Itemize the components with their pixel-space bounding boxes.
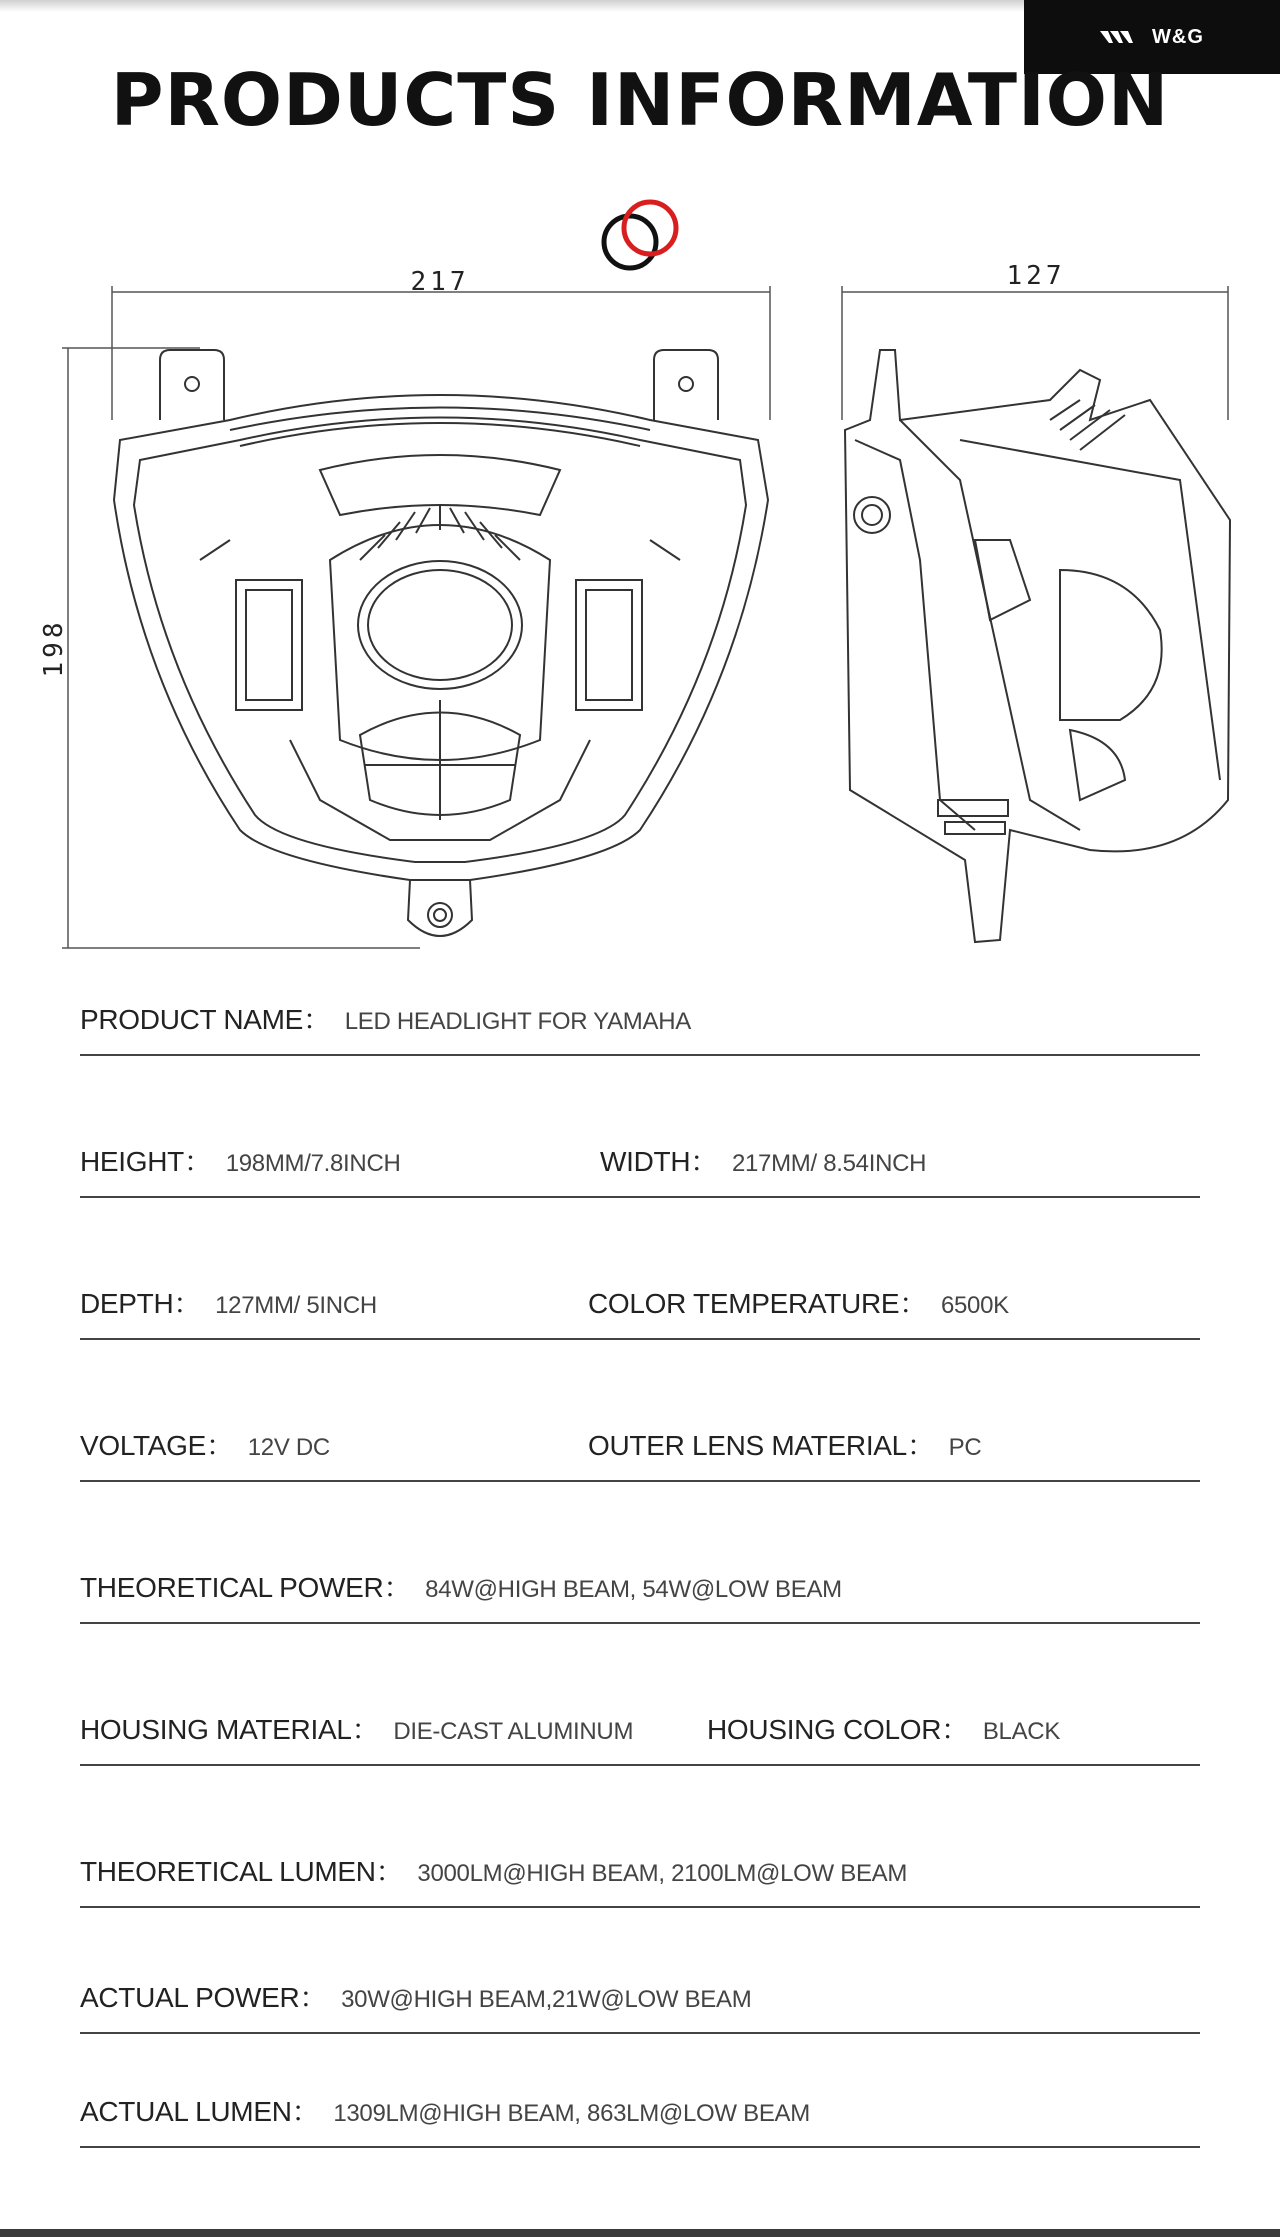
spec-label: COLOR TEMPERATURE： <box>588 1288 927 1319</box>
spec-value: 1309LM@HIGH BEAM, 863LM@LOW BEAM <box>333 2100 810 2127</box>
spec-row <box>80 2090 1200 2130</box>
row-divider <box>80 2146 1200 2148</box>
spec-value: 198MM/7.8INCH <box>225 1150 401 1177</box>
spec-theoretical-lumen <box>80 1850 907 1890</box>
spec-value: PC <box>948 1434 982 1461</box>
spec-label: DEPTH： <box>80 1288 202 1319</box>
spec-value: 3000LM@HIGH BEAM, 2100LM@LOW BEAM <box>417 1860 908 1887</box>
spec-width <box>600 1140 926 1180</box>
spec-theoretical-power <box>80 1566 842 1606</box>
row-divider <box>80 1622 1200 1624</box>
spec-label: HOUSING COLOR： <box>707 1714 969 1745</box>
spec-depth <box>80 1282 377 1322</box>
spec-label: THEORETICAL LUMEN： <box>80 1856 404 1887</box>
row-divider <box>80 1054 1200 1056</box>
spec-value: 127MM/ 5INCH <box>215 1292 377 1319</box>
headlight-technical-drawing <box>0 0 1280 980</box>
spec-label: WIDTH： <box>600 1146 718 1177</box>
rings-icon <box>604 202 676 268</box>
spec-row <box>80 998 1200 1038</box>
spec-housing-color <box>707 1708 1060 1748</box>
spec-product-name <box>80 998 691 1038</box>
spec-label: THEORETICAL POWER： <box>80 1572 412 1603</box>
height-dimension <box>62 348 420 948</box>
spec-value: BLACK <box>982 1718 1061 1745</box>
spec-value: DIE-CAST ALUMINUM <box>393 1718 634 1745</box>
width-dimension <box>112 286 770 420</box>
spec-row <box>80 1140 1200 1180</box>
bottom-bar <box>0 2229 1280 2237</box>
spec-label: ACTUAL POWER： <box>80 1982 328 2013</box>
headlight-side-view <box>845 350 1230 942</box>
width-dimension-label: 217 <box>410 267 470 297</box>
page-title: PRODUCTS INFORMATION <box>110 58 1170 142</box>
spec-actual-power <box>80 1976 751 2016</box>
spec-row <box>80 1424 1200 1464</box>
spec-row <box>80 1282 1200 1322</box>
spec-label: PRODUCT NAME： <box>80 1004 331 1035</box>
height-dimension-label: 198 <box>39 618 69 678</box>
row-divider <box>80 1480 1200 1482</box>
spec-value: 12V DC <box>247 1434 330 1461</box>
row-divider <box>80 2032 1200 2034</box>
spec-value: LED HEADLIGHT FOR YAMAHA <box>344 1008 691 1035</box>
spec-actual-lumen <box>80 2090 810 2130</box>
spec-label: OUTER LENS MATERIAL： <box>588 1430 935 1461</box>
spec-value: 30W@HIGH BEAM,21W@LOW BEAM <box>341 1986 752 2013</box>
spec-label: VOLTAGE： <box>80 1430 234 1461</box>
row-divider <box>80 1906 1200 1908</box>
depth-dimension <box>842 286 1228 420</box>
spec-row <box>80 1850 1200 1890</box>
spec-label: ACTUAL LUMEN： <box>80 2096 320 2127</box>
spec-value: 6500K <box>940 1292 1009 1319</box>
spec-row <box>80 1708 1200 1748</box>
headlight-front-view <box>114 350 768 936</box>
spec-height <box>80 1140 401 1180</box>
row-divider <box>80 1764 1200 1766</box>
spec-label: HOUSING MATERIAL： <box>80 1714 380 1745</box>
spec-voltage <box>80 1424 330 1464</box>
spec-value: 84W@HIGH BEAM, 54W@LOW BEAM <box>425 1576 842 1603</box>
spec-value: 217MM/ 8.54INCH <box>731 1150 927 1177</box>
brand-logo-text: W&G <box>1152 25 1204 48</box>
spec-row <box>80 1566 1200 1606</box>
spec-color-temperature <box>588 1282 1009 1322</box>
spec-housing-material <box>80 1708 633 1748</box>
spec-label: HEIGHT： <box>80 1146 212 1177</box>
spec-outer-lens-material <box>588 1424 981 1464</box>
depth-dimension-label: 127 <box>1006 261 1066 291</box>
row-divider <box>80 1338 1200 1340</box>
row-divider <box>80 1196 1200 1198</box>
spec-row <box>80 1976 1200 2016</box>
